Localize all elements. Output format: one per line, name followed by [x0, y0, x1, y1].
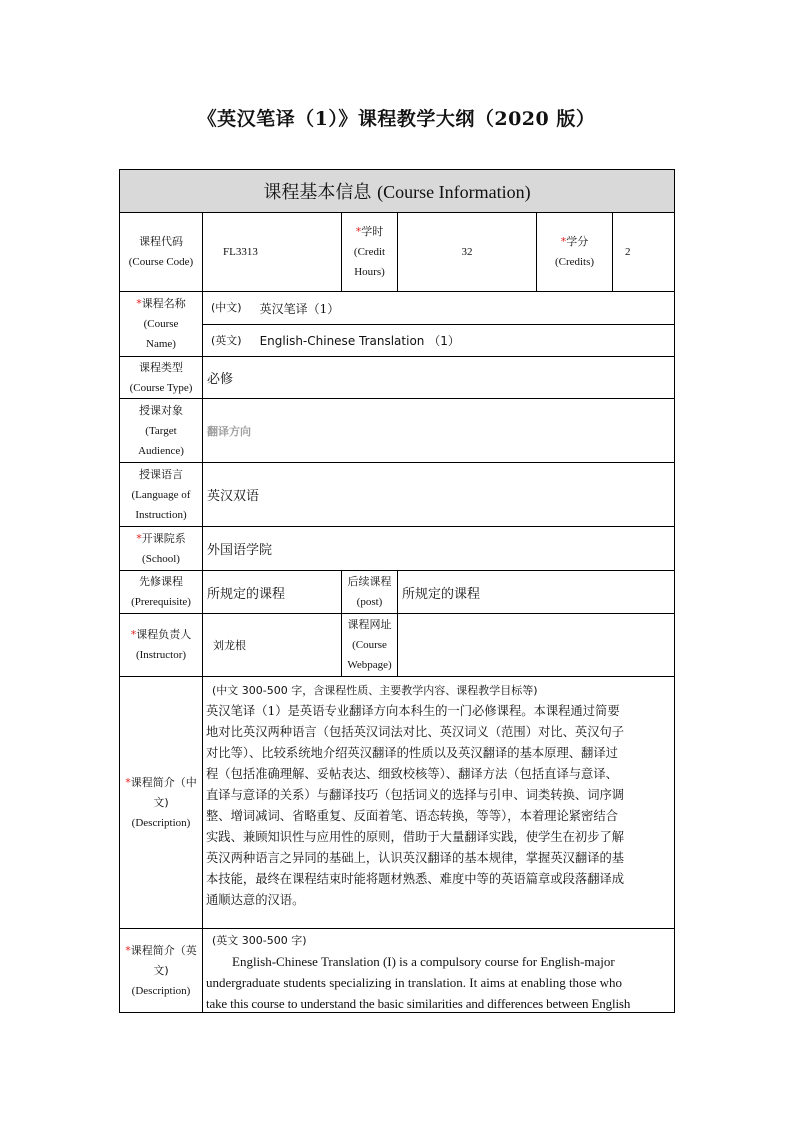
post-course-label — [341, 570, 398, 614]
course-type-label-zh: 课程类型 — [139, 360, 183, 374]
description-zh-line: 地对比英汉两种语言（包括英汉词法对比、英汉词义（范围）对比、英汉句子 — [206, 725, 625, 739]
description-zh-line: 实践、兼顾知识性与应用性的原则，借助于大量翻译实践，使学生在初步了解 — [206, 830, 625, 844]
description-zh-line: 本技能，最终在课程结束时能将题材熟悉、难度中等的英语篇章或段落翻译成 — [206, 872, 625, 886]
description-zh-line: 对比等）、比较系统地介绍英汉翻译的性质以及英汉翻译的基本原理、翻译过 — [206, 746, 618, 760]
post-label-zh: 后续课程 — [347, 575, 392, 588]
required-star: * — [355, 225, 362, 238]
course-name-zh-row — [202, 291, 675, 325]
course-name-en-row — [202, 324, 675, 357]
course-code-value — [202, 212, 342, 292]
required-star: * — [136, 531, 142, 545]
instructor-label-zh: 课程负责人 — [136, 628, 192, 641]
course-type-label — [119, 356, 203, 399]
post-text: 所规定的课程 — [402, 586, 481, 602]
required-star: * — [136, 297, 142, 310]
credits-label-en: (Credits) — [554, 256, 595, 268]
description-zh-label — [119, 676, 203, 929]
language-value — [202, 462, 675, 527]
desc-zh-label-zh2: 文) — [153, 795, 169, 809]
credit-hours-text: 32 — [461, 246, 473, 258]
target-audience-value — [202, 398, 675, 463]
credit-hours-label-en2: Hours) — [354, 266, 385, 278]
description-en-line: take this course to understand the basic similarities and differences between English — [206, 996, 631, 1011]
course-name-zh-tag: (中文) — [211, 301, 242, 314]
description-zh-head: (中文 300-500 字，含课程性质、主要教学内容、课程教学目标等) — [212, 684, 538, 697]
instructor-value — [202, 613, 342, 677]
post-course-value — [397, 570, 675, 614]
description-zh-line: 直译与意译的关系）与翻译技巧（包括词义的选择与引申、词类转换、词序调 — [206, 788, 625, 802]
course-code-label — [119, 212, 203, 292]
school-label — [119, 526, 203, 571]
description-zh-line: 英汉两种语言之异同的基础上，认识英汉翻译的基本规律，掌握英汉翻译的基 — [206, 851, 625, 865]
school-label-zh: 开课院系 — [141, 531, 186, 545]
description-zh-line: 英汉笔译（1）是英语专业翻译方向本科生的一门必修课程。本课程通过简要 — [206, 704, 620, 718]
desc-zh-label-en: (Description) — [131, 816, 191, 829]
course-type-text: 必修 — [207, 372, 234, 387]
credit-hours-label-zh: 学时 — [361, 225, 384, 238]
required-star: * — [125, 943, 131, 957]
instructor-label — [119, 613, 203, 677]
language-text: 英汉双语 — [207, 489, 260, 504]
school-value — [202, 526, 675, 571]
webpage-label — [341, 613, 398, 677]
prerequisite-label-en: (Prerequisite) — [131, 596, 191, 608]
language-label-en1: (Language of — [131, 488, 191, 501]
course-name-zh-value: 英汉笔译（1） — [259, 301, 340, 316]
instructor-text: 刘龙根 — [213, 639, 246, 652]
description-en-content — [202, 928, 675, 1013]
document-title: 《英汉笔译（1）》课程教学大纲（2020 版） — [197, 108, 596, 130]
required-star: * — [125, 775, 131, 789]
course-name-label-zh: 课程名称 — [141, 297, 186, 310]
course-name-en-value: English-Chinese Translation （1） — [259, 334, 460, 348]
description-zh-line: 程（包括准确理解、妥帖表达、细致校核等）、翻译方法（包括直译与意译、 — [206, 767, 618, 781]
course-name-label — [119, 291, 203, 357]
target-label-en1: (Target — [145, 424, 177, 437]
header-en: (Course Information) — [377, 182, 531, 202]
credits-text: 2 — [625, 246, 631, 258]
post-label-en: (post) — [356, 596, 383, 608]
description-zh-line: 通顺达意的汉语。 — [206, 893, 305, 907]
course-name-label-en2: Name) — [146, 338, 176, 350]
course-type-value — [202, 356, 675, 399]
desc-en-label-zh1: 课程简介（英 — [130, 943, 197, 957]
desc-en-label-en: (Description) — [131, 984, 191, 997]
prerequisite-label — [119, 570, 203, 614]
course-code-text: FL3313 — [223, 246, 258, 258]
school-text: 外国语学院 — [207, 543, 273, 558]
description-en-label — [119, 928, 203, 1013]
credit-hours-label-en1: (Credit — [353, 246, 386, 258]
required-star: * — [560, 235, 567, 248]
required-star: * — [130, 628, 137, 641]
prerequisite-value — [202, 570, 342, 614]
webpage-value — [397, 613, 675, 677]
webpage-label-en2: Webpage) — [347, 659, 392, 671]
description-en-line: English-Chinese Translation (I) is a compulsory course for English-major — [232, 954, 615, 969]
description-en-head: (英文 300-500 字) — [212, 934, 307, 947]
language-label — [119, 462, 203, 527]
prerequisite-label-zh: 先修课程 — [139, 575, 183, 588]
table-header — [119, 169, 675, 213]
description-zh-content — [202, 676, 675, 929]
course-code-label-en: (Course Code) — [128, 256, 194, 268]
webpage-label-en1: (Course — [352, 639, 387, 651]
credits-label-zh: 学分 — [566, 235, 589, 248]
course-type-label-en: (Course Type) — [129, 381, 193, 394]
desc-en-label-zh2: 文) — [153, 963, 169, 977]
description-zh-body — [206, 701, 672, 911]
credit-hours-value — [397, 212, 537, 292]
header-zh: 课程基本信息 — [263, 182, 372, 203]
webpage-label-zh: 课程网址 — [347, 618, 392, 631]
language-label-zh: 授课语言 — [139, 467, 183, 481]
school-label-en: (School) — [142, 552, 180, 565]
credits-value — [612, 212, 675, 292]
target-text: 翻译方向 — [207, 424, 251, 438]
description-en-body — [206, 951, 672, 1013]
course-name-en-tag: (英文) — [211, 333, 242, 347]
desc-zh-label-zh1: 课程简介（中 — [130, 775, 197, 789]
prerequisite-text: 所规定的课程 — [207, 586, 286, 602]
credit-hours-label — [341, 212, 398, 292]
credits-label — [536, 212, 613, 292]
target-audience-label — [119, 398, 203, 463]
course-name-label-en1: (Course — [143, 318, 179, 330]
target-label-zh: 授课对象 — [139, 403, 183, 417]
instructor-label-en: (Instructor) — [135, 649, 187, 661]
course-code-label-zh: 课程代码 — [139, 235, 183, 248]
description-en-line: undergraduate students specializing in translation. It aims at enabling those who — [206, 975, 623, 990]
language-label-en2: Instruction) — [135, 508, 187, 521]
description-zh-line: 整、增词减词、省略重复、反面着笔、语态转换，等等），本着理论紧密结合 — [206, 809, 618, 823]
target-label-en2: Audience) — [138, 444, 184, 457]
